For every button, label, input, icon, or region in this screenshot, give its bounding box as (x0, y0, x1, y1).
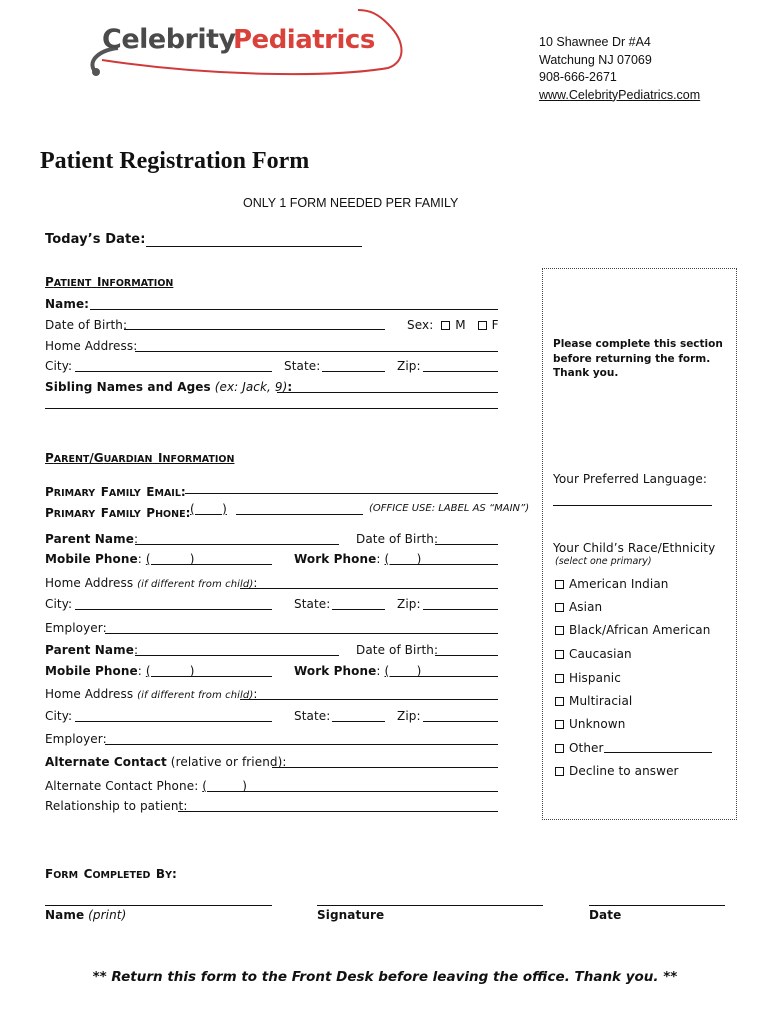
parent1-city-label: City: (45, 597, 73, 611)
race-option-american-indian[interactable]: American Indian (555, 577, 668, 591)
race-label: Your Child’s Race/Ethnicity (553, 541, 716, 555)
relationship-field[interactable] (178, 811, 498, 812)
completed-signature-label: Signature (317, 908, 385, 922)
preferred-language-field[interactable] (553, 505, 712, 506)
parent1-employer-label: Employer: (45, 621, 107, 635)
relationship-label: Relationship to patient: (45, 799, 188, 813)
primary-phone-field[interactable] (236, 514, 363, 515)
parent1-address-field[interactable] (240, 588, 498, 589)
checkbox-icon[interactable] (555, 697, 564, 706)
parent2-name-field[interactable] (135, 655, 339, 656)
parent1-name-label: Parent Name: (45, 532, 139, 546)
parent2-address-label: Home Address (if different from child): (45, 687, 258, 701)
sex-female-label: F (491, 318, 499, 332)
checkbox-icon[interactable] (555, 744, 564, 753)
alternate-phone-field[interactable] (233, 791, 498, 792)
patient-name-field[interactable] (90, 309, 498, 310)
patient-name-label: Name: (45, 297, 90, 311)
address-line2: Watchung NJ 07069 (539, 52, 652, 67)
sidebar-note: Please complete this section before returning the form. Thank you. (553, 338, 723, 379)
parent1-state-label: State: (294, 597, 331, 611)
preferred-language-label: Your Preferred Language: (553, 472, 707, 486)
parent2-mobile-label: Mobile Phone: ( ) (45, 664, 195, 678)
checkbox-icon[interactable] (555, 720, 564, 729)
sex-male-checkbox[interactable] (441, 321, 450, 330)
office-use-note: (OFFICE USE: LABEL AS “MAIN”) (369, 503, 530, 514)
patient-state-label: State: (284, 359, 321, 373)
todays-date-label: Today’s Date: (45, 232, 146, 247)
address-phone: 908-666-2671 (539, 70, 617, 84)
sex-label: Sex: (407, 318, 434, 332)
parent2-name-label: Parent Name: (45, 643, 139, 657)
patient-dob-field[interactable] (124, 329, 385, 330)
sex-female-checkbox[interactable] (478, 321, 487, 330)
alternate-contact-label: Alternate Contact (relative or friend): (45, 755, 287, 769)
parent1-work-field[interactable] (415, 564, 498, 565)
race-option-decline[interactable]: Decline to answer (555, 764, 679, 778)
checkbox-icon[interactable] (555, 674, 564, 683)
patient-city-field[interactable] (75, 371, 272, 372)
parent2-work-field[interactable] (415, 676, 498, 677)
alternate-phone-label: Alternate Contact Phone: ( ) (45, 779, 248, 793)
sibling-label: Sibling Names and Ages (ex: Jack, 9): (45, 380, 293, 394)
address-line1: 10 Shawnee Dr #A4 (539, 35, 651, 49)
checkbox-icon[interactable] (555, 767, 564, 776)
patient-dob-label: Date of Birth: (45, 318, 128, 332)
parent2-city-label: City: (45, 709, 73, 723)
parent1-employer-field[interactable] (105, 633, 498, 634)
completed-name-field[interactable] (45, 905, 272, 906)
parent1-zip-label: Zip: (397, 597, 421, 611)
race-option-multiracial[interactable]: Multiracial (555, 694, 632, 708)
logo-word-celebrity: Celebrity (102, 24, 236, 55)
parent1-dob-field[interactable] (435, 544, 498, 545)
parent2-zip-label: Zip: (397, 709, 421, 723)
checkbox-icon[interactable] (555, 603, 564, 612)
race-option-unknown[interactable]: Unknown (555, 717, 625, 731)
logo (88, 4, 418, 86)
parent2-zip-field[interactable] (423, 721, 498, 722)
logo-word-pediatrics: Pediatrics (233, 25, 375, 55)
parent1-work-label: Work Phone: ( ) (294, 552, 422, 566)
patient-zip-field[interactable] (423, 371, 498, 372)
parent1-mobile-label: Mobile Phone: ( ) (45, 552, 195, 566)
address-block (539, 34, 700, 104)
parent1-name-field[interactable] (135, 544, 339, 545)
footer-note: ** Return this form to the Front Desk before leaving the office. Thank you. ** (92, 969, 678, 985)
completed-date-label: Date (589, 908, 622, 922)
primary-email-label: PRIMARY FAMILY EMAIL: (45, 485, 186, 499)
patient-state-field[interactable] (322, 371, 385, 372)
race-option-other[interactable]: Other (555, 741, 604, 755)
race-option-hispanic[interactable]: Hispanic (555, 671, 621, 685)
completed-name-label: Name (print) (45, 908, 127, 922)
primary-email-field[interactable] (185, 493, 498, 494)
parent2-address-field[interactable] (240, 699, 498, 700)
race-other-field[interactable] (604, 752, 712, 753)
patient-zip-label: Zip: (397, 359, 421, 373)
patient-city-label: City: (45, 359, 73, 373)
primary-phone-area: ( ) (190, 502, 227, 516)
page-title: Patient Registration Form (40, 148, 310, 174)
checkbox-icon[interactable] (555, 580, 564, 589)
parent2-dob-label: Date of Birth: (356, 643, 439, 657)
parent2-state-label: State: (294, 709, 331, 723)
patient-home-address-field[interactable] (135, 351, 498, 352)
completed-signature-field[interactable] (317, 905, 543, 906)
parent1-mobile-field[interactable] (182, 564, 272, 565)
parent2-city-field[interactable] (75, 721, 272, 722)
alternate-contact-field[interactable] (272, 767, 498, 768)
parent1-city-field[interactable] (75, 609, 272, 610)
parent2-employer-label: Employer: (45, 732, 107, 746)
race-option-caucasian[interactable]: Caucasian (555, 647, 632, 661)
parent2-work-label: Work Phone: ( ) (294, 664, 422, 678)
patient-home-address-label: Home Address: (45, 339, 138, 353)
race-option-black[interactable]: Black/African American (555, 623, 710, 637)
parent1-state-field[interactable] (332, 609, 385, 610)
completed-date-field[interactable] (589, 905, 725, 906)
parent2-mobile-field[interactable] (182, 676, 272, 677)
page-subtitle: ONLY 1 FORM NEEDED PER FAMILY (243, 196, 459, 210)
race-option-asian[interactable]: Asian (555, 600, 602, 614)
parent2-state-field[interactable] (332, 721, 385, 722)
website-link[interactable]: www.CelebrityPediatrics.com (539, 87, 701, 102)
parent1-address-label: Home Address (if different from child): (45, 576, 258, 590)
parent1-dob-label: Date of Birth: (356, 532, 439, 546)
checkbox-icon[interactable] (555, 626, 564, 635)
patient-info-heading: PATIENT INFORMATION (45, 275, 174, 289)
primary-phone-label: PRIMARY FAMILY PHONE: (45, 506, 191, 520)
parent1-zip-field[interactable] (423, 609, 498, 610)
race-select-hint: (select one primary) (555, 556, 652, 567)
todays-date-field[interactable] (146, 246, 362, 247)
patient-sex (407, 318, 499, 332)
sibling-field-2[interactable] (45, 408, 498, 409)
checkbox-icon[interactable] (555, 650, 564, 659)
completed-by-heading: FORM COMPLETED BY: (45, 867, 177, 881)
parent2-employer-field[interactable] (105, 744, 498, 745)
sibling-field-1[interactable] (277, 392, 498, 393)
parent-info-heading: PARENT/GUARDIAN INFORMATION (45, 451, 235, 465)
parent2-dob-field[interactable] (435, 655, 498, 656)
sex-male-label: M (455, 318, 466, 332)
